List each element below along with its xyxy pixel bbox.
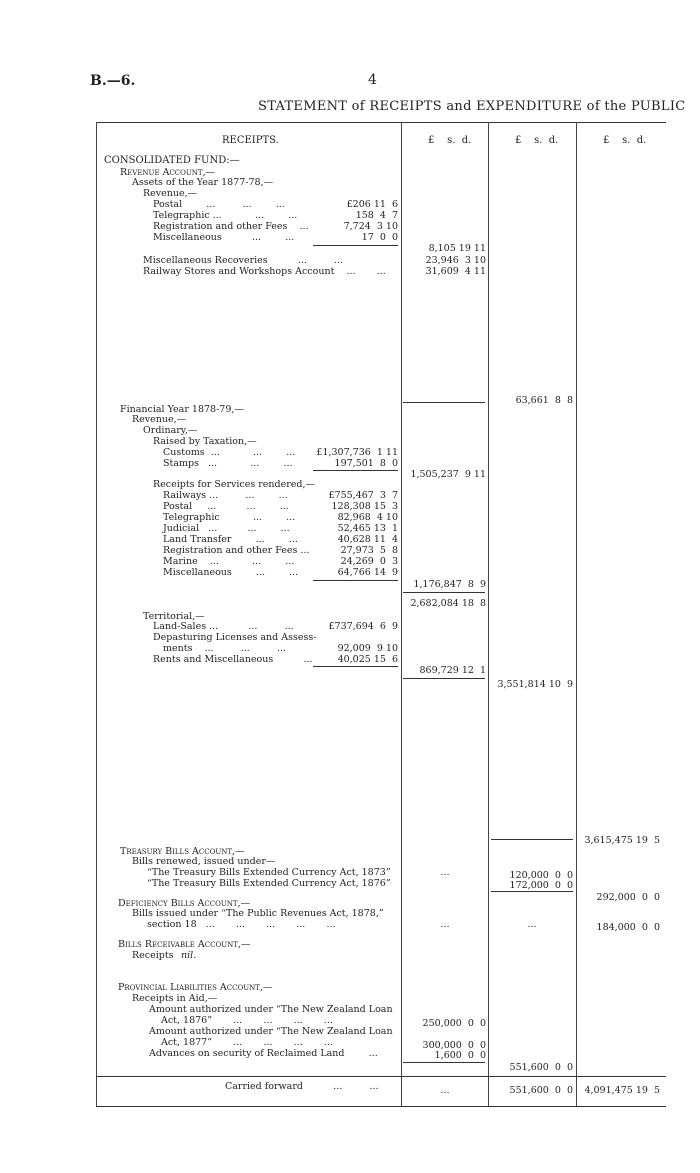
service-item-amount: 24,269 0 3 [340,556,398,567]
railway-stores-amount: 31,609 4 11 [425,266,486,277]
revenue-subheading: Revenue,— [143,188,198,199]
ordinary-total: 2,682,084 18 8 [410,598,486,609]
treasury-bills-heading: Treasury Bills Account,— [120,846,245,857]
deficiency-total: 184,000 0 0 [596,922,660,933]
service-item-label: Miscellaneous ... ... [163,567,299,578]
assets-total: 8,105 19 11 [428,243,486,254]
receipts-column-header: RECEIPTS. [222,135,279,146]
bills-receivable-receipts: Receipts [132,950,174,961]
provincial-total: 551,600 0 0 [509,1062,573,1073]
asset-item-label: Registration and other Fees ... [153,221,309,232]
deficiency-col-b-dots: ... [527,919,537,930]
asset-item-amount: £206 11 6 [346,199,398,210]
subtotal-rule [313,470,398,471]
revenue-account-total: 3,615,475 19 5 [584,835,660,846]
service-item-label: Railways ... ... ... [163,490,288,501]
service-item-label: Postal ... ... ... [163,501,289,512]
carried-forward-col-b: 551,600 0 0 [509,1085,573,1096]
tax-item-amount: 197,501 8 0 [334,458,398,469]
service-item-amount: £755,467 3 7 [328,490,398,501]
deficiency-line: Bills issued under “The Public Revenues Act, 1878,” [132,908,384,919]
tax-item-amount: £1,307,736 1 11 [316,447,398,458]
service-item-amount: 40,628 11 4 [337,534,398,545]
subtotal-rule [491,891,573,892]
provincial-line: Advances on security of Reclaimed Land ... [149,1048,378,1059]
provincial-line: Act, 1876” ... ... ... ... [161,1015,333,1026]
treasury-line: “The Treasury Bills Extended Currency Act, 1873” [147,867,391,878]
asset-item-label: Miscellaneous ... ... [153,232,295,243]
carried-forward-col-a: ... [440,1085,450,1096]
treasury-amount: 172,000 0 0 [509,880,573,891]
service-item-label: Registration and other Fees ... [163,545,310,556]
railway-stores-label: Railway Stores and Workshops Account ... ... [143,266,386,277]
subtotal-rule [313,245,398,246]
carried-forward-label: Carried forward ... ... [225,1081,379,1092]
service-item-amount: 128,308 15 3 [331,501,398,512]
provincial-line: Amount authorized under “The New Zealand Loan [149,1026,393,1037]
territorial-total: 869,729 12 1 [419,665,486,676]
column-c-header: £ s. d. [603,135,647,146]
territorial-heading: Territorial,— [143,611,205,622]
misc-recoveries-amount: 23,946 3 10 [425,255,486,266]
carried-forward-col-c: 4,091,475 19 5 [584,1085,660,1096]
rents-label: Rents and Miscellaneous ... [153,654,313,665]
tax-item-label: Customs ... ... ... [163,447,296,458]
services-heading: Receipts for Services rendered,— [153,479,316,490]
carried-forward-rule [96,1076,666,1077]
land-sales-amount: £737,694 6 9 [328,621,398,632]
service-item-label: Land Transfer ... ... [163,534,298,545]
asset-item-label: Telegraphic ... ... ... [153,210,298,221]
column-b-header: £ s. d. [515,135,559,146]
fy-revenue-heading: Revenue,— [132,414,187,425]
provincial-line: Receipts in Aid,— [132,993,218,1004]
table-left-rule [96,122,97,1106]
subtotal-rule [403,1062,485,1063]
column-divider-b [488,122,489,1106]
service-item-amount: 27,973 5 8 [340,545,398,556]
deficiency-bills-heading: Deficiency Bills Account,— [118,898,251,909]
service-item-amount: 82,968 4 10 [337,512,398,523]
taxation-total: 1,505,237 9 11 [410,469,486,480]
asset-item-amount: 17 0 0 [361,232,398,243]
document-reference: B.—6. [90,73,136,89]
depasturing-amount: 92,009 9 10 [337,643,398,654]
provincial-amount: 1,600 0 0 [434,1050,486,1061]
column-divider-a [401,122,402,1106]
consolidated-fund-heading: CONSOLIDATED FUND:— [104,155,240,166]
subtotal-rule [403,678,485,679]
asset-item-amount: 7,724 3 10 [343,221,398,232]
financial-year-heading: Financial Year 1878-79,— [120,404,244,415]
page-title: STATEMENT of RECEIPTS and EXPENDITURE of the PUBLIC [258,99,686,114]
provincial-line: Amount authorized under “The New Zealand Loan [149,1004,393,1015]
depasturing-label: Depasturing Licenses and Assess- [153,632,317,643]
service-item-label: Marine ... ... ... [163,556,295,567]
column-divider-c [576,122,577,1106]
service-item-label: Judicial ... ... ... [163,523,290,534]
treasury-total: 292,000 0 0 [596,892,660,903]
assets-heading: Assets of the Year 1877-78,— [132,177,274,188]
service-item-amount: 64,766 14 9 [337,567,398,578]
asset-item-label: Postal ... ... ... [153,199,285,210]
misc-recoveries-label: Miscellaneous Recoveries ... ... [143,255,344,266]
deficiency-col-a-dots: ... [440,919,450,930]
ordinary-heading: Ordinary,— [143,425,198,436]
subtotal-rule [313,666,398,667]
column-a-header: £ s. d. [428,135,472,146]
assets-grand-total: 63,661 8 8 [515,395,573,406]
bills-receivable-nil: nil. [181,950,197,961]
service-item-amount: 52,465 13 1 [337,523,398,534]
tax-item-label: Stamps ... ... ... [163,458,293,469]
revenue-account-heading: Revenue Account,— [120,167,216,178]
table-top-rule [96,122,666,123]
bills-receivable-heading: Bills Receivable Account,— [118,939,251,950]
treasury-line: Bills renewed, issued under— [132,856,276,867]
provincial-liabilities-heading: Provincial Liabilities Account,— [118,982,273,993]
subtotal-rule [403,402,485,403]
deficiency-line: section 18 ... ... ... ... ... [147,919,336,930]
subtotal-rule [403,592,485,593]
page-number: 4 [368,72,377,88]
depasturing-label-cont: ments ... ... ... [163,643,287,654]
treasury-line: “The Treasury Bills Extended Currency Act, 1876” [147,878,391,889]
taxation-heading: Raised by Taxation,— [153,436,257,447]
treasury-amount: 120,000 0 0 [509,870,573,881]
subtotal-rule [313,580,398,581]
rents-amount: 40,025 15 6 [337,654,398,665]
subtotal-rule [491,839,573,840]
treasury-col-a-dots: ... [440,867,450,878]
service-item-label: Telegraphic ... ... [163,512,296,523]
provincial-amount: 250,000 0 0 [422,1018,486,1029]
table-bottom-rule [96,1106,666,1107]
land-sales-label: Land-Sales ... ... ... [153,621,294,632]
provincial-line: Act, 1877” ... ... ... ... [161,1037,333,1048]
provincial-amount: 300,000 0 0 [422,1040,486,1051]
financial-year-total: 3,551,814 10 9 [497,679,573,690]
asset-item-amount: 158 4 7 [355,210,398,221]
services-total: 1,176,847 8 9 [413,579,486,590]
